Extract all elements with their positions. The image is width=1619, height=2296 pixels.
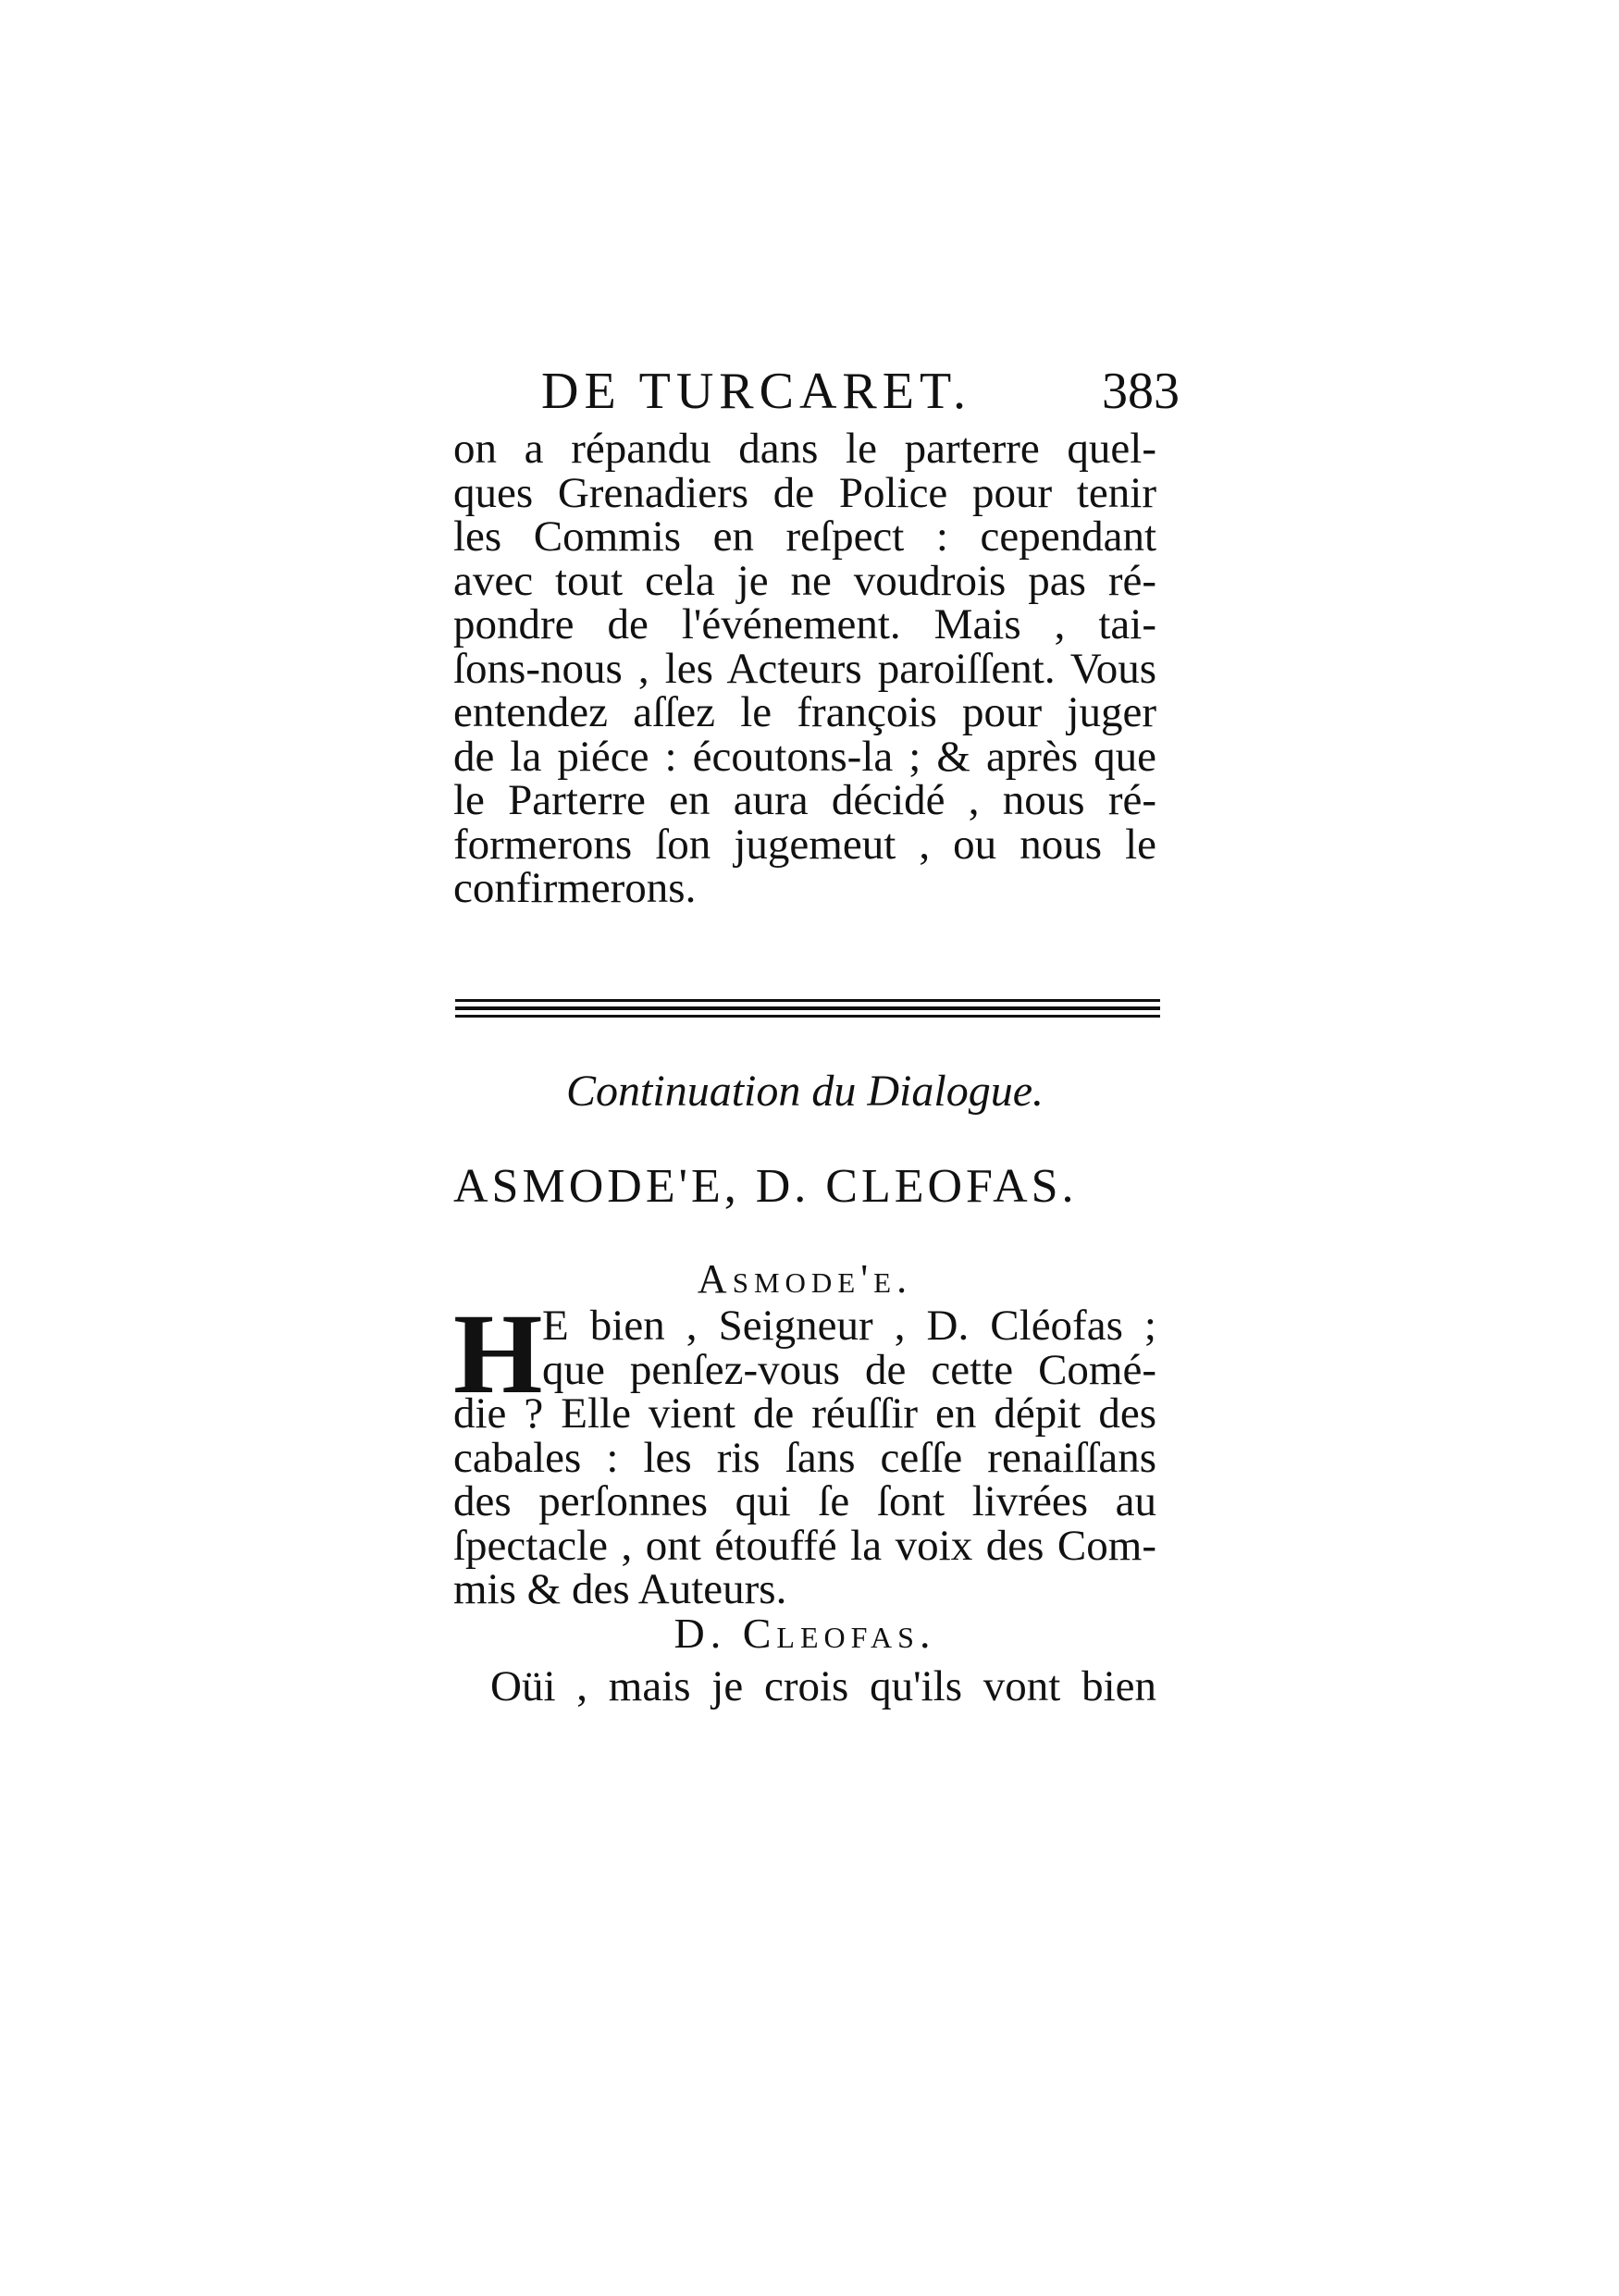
text-line: cabales : les ris ſans ceſſe renaiſſans [453,1433,1156,1482]
divider-rule [455,1015,1160,1018]
page-number: 383 [1102,363,1180,420]
section-divider [455,999,1160,1027]
text-line: confirmerons. [453,864,697,912]
section-title: Continuation du Dialogue. [566,1067,1044,1116]
running-title: DE TURCARET. [541,363,972,420]
text-line: entendez aſſez le françois pour juger [453,688,1156,736]
text-line: die ? Elle vient de réuſſir en dépit des [453,1389,1156,1438]
drop-cap: H [453,1290,543,1417]
text-line: de la piéce : écoutons-la ; & après que [453,732,1156,781]
text-line: mis & des Auteurs. [453,1565,787,1613]
text-line: E bien , Seigneur , D. Cléofas ; [542,1302,1156,1350]
divider-rule [455,999,1160,1002]
speaker-heading: D. Cleofas. [674,1610,936,1657]
divider-rule [455,1006,1160,1010]
speaker-heading: Asmode'e. [697,1256,913,1302]
text-line: ſons-nous , les Acteurs paroiſſent. Vous [453,644,1156,693]
speech-block [453,1662,1156,1710]
text-line: ques Grenadiers de Police pour tenir [453,468,1156,517]
text-line: on a répandu dans le parterre quel- [453,425,1156,473]
page-header [541,359,1189,424]
text-line: des perſonnes qui ſe ſont livrées au [453,1477,1156,1525]
text-line: le Parterre en aura décidé , nous ré- [453,776,1156,824]
text-line: que penſez-vous de cette Comé- [542,1345,1156,1394]
speech-block [453,1290,1156,1613]
body-text [453,427,1156,911]
speaker-list: ASMODE'E, D. CLEOFAS. [453,1160,1078,1213]
text-line: Oüi , mais je crois qu'ils vont bien [490,1662,1156,1710]
text-line: les Commis en reſpect : cependant [453,512,1156,561]
text-line: avec tout cela je ne voudrois pas ré- [453,556,1156,605]
text-line: formerons ſon jugemeut , ou nous le [453,820,1156,869]
text-line: ſpectacle , ont étouffé la voix des Com- [453,1521,1156,1570]
text-line: pondre de l'événement. Mais , tai- [453,600,1156,648]
